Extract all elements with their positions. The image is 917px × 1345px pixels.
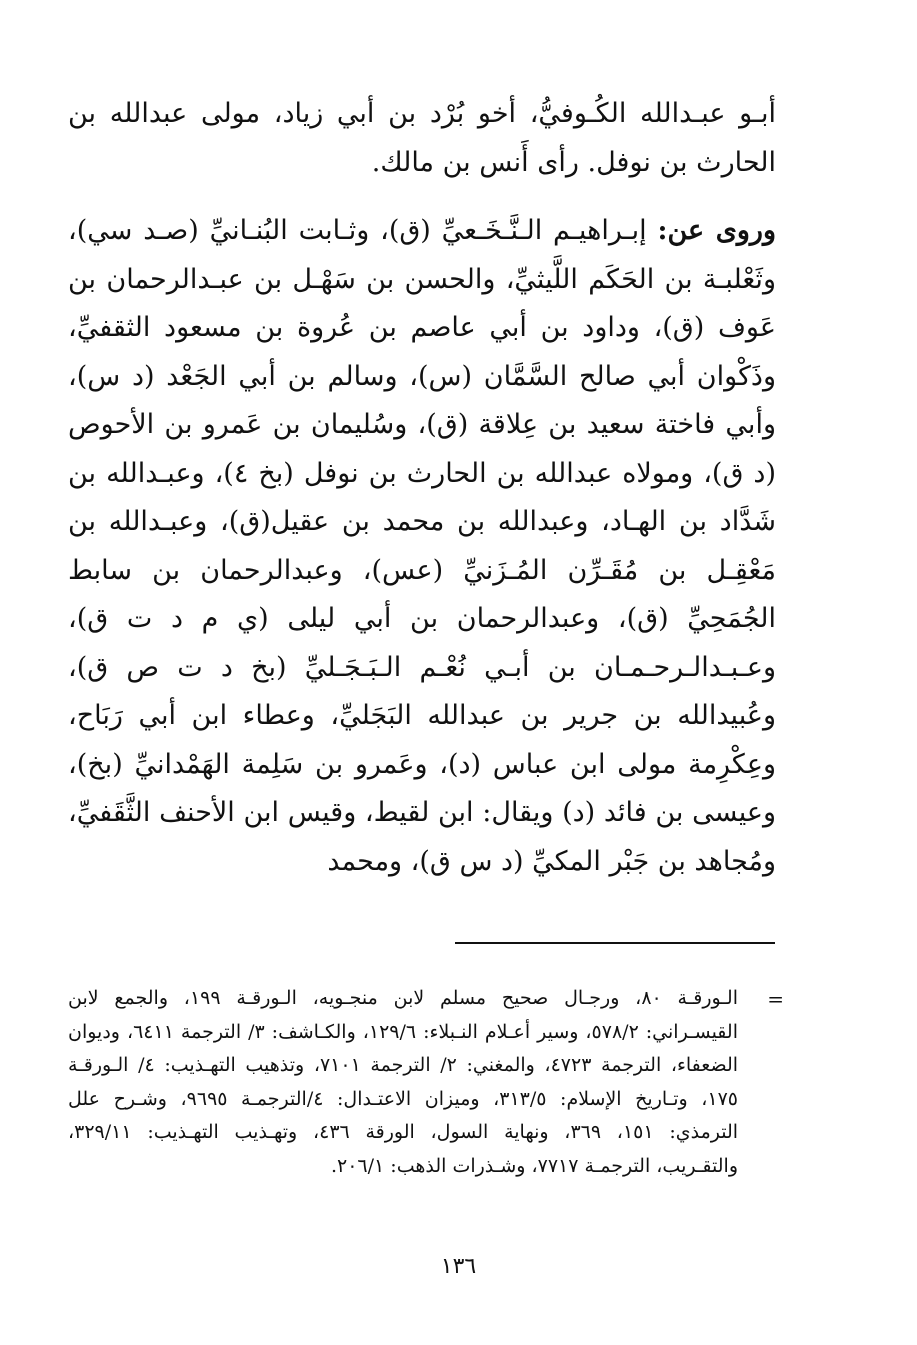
page-number: ١٣٦ [440,1254,477,1279]
footnote-separator [455,942,775,944]
footnote [68,982,784,1183]
paragraph-narrated-from [68,207,776,886]
narrated-from-text: إبـراهيـم الـنَّـخَـعيِّ (ق)، وثـابت البُنـانيِّ (صـد سي)، وثَعْلبـة بن الحَكَم اللَّيثيِّ، والحسن بن سَهْـل بن عبـدالرحمان بن عَوف (ق)، وداود بن أبي عاصم بن عُروة بن مسعود الثقفيِّ، وذَكْوان أبي صالح السَّمَّان (س)، وسالم بن أبي الجَعْد (د س)، وأبي فاختة سعيد بن عِلاقة (ق)، وسُليمان بن عَمرو بن الأحوص (د ق)، ومولاه عبدالله بن الحارث بن نوفل (بخ ٤)، وعبـدالله بن شَدَّاد بن الهـاد، وعبدالله بن محمد بن عقيل(ق)، وعبـدالله بن مَعْقِـل بن مُقَـرِّن المُـزَنيِّ (عس)، وعبدالرحمان بن سابط الجُمَحِيِّ (ق)، وعبدالرحمان بن أبي ليلى (ي م د ت ق)، وعـبـدالـرحـمـان بن أبـي نُعْـم الـبَـجَـليِّ (بخ د ت ص ق)، وعُبيدالله بن جرير بن عبدالله البَجَليِّ، وعطاء ابن أبي رَبَاح، وعِكْرِمة مولى ابن عباس (د)، وعَمرو بن سَلِمة الهَمْدانيِّ (بخ)، وعيسى بن فائد (د) ويقال: ابن لقيط، وقيس ابن الأحنف الثَّقَفيِّ، ومُجاهد بن جَبْر المكيِّ (د س ق)، ومحمد [68,215,776,877]
paragraph-intro: أبـو عبـدالله الكُـوفيُّ، أخو بُرْد بن أبي زياد، مولى عبدالله بن الحارث بن نوفل. رأى أَنس بن مالك. [68,98,776,178]
footnote-text: الـورقـة ٨٠، ورجـال صحيح مسلم لابن منجـويه، الـورقـة ١٩٩، والجمع لابن القيسـراني: ٥٧٨/٢، وسير أعـلام النـبلاء: ١٢٩/٦، والكـاشف: ٣/ الترجمة ٦٤١١، وديوان الضعفاء، الترجمة ٤٧٢٣، والمغني: ٢/ الترجمة ٧١٠١، وتذهيب التهـذيب: ٤/ الـورقـة ١٧٥، وتـاريخ الإسلام: ٣١٣/٥، وميزان الاعتـدال: ٤/الترجمـة ٩٦٩٥، وشـرح علل الترمذي: ١٥١، ٣٦٩، ونهاية السول، الورقة ٤٣٦، وتهـذيب التهـذيب: ٣٢٩/١١، والتقـريب، الترجمـة ٧٧١٧، وشـذرات الذهب: ٢٠٦/١. [68,987,739,1177]
footnote-continuation-marker: = [767,987,784,1011]
main-text [68,90,776,886]
narrated-from-heading: وروى عن: [657,215,777,246]
